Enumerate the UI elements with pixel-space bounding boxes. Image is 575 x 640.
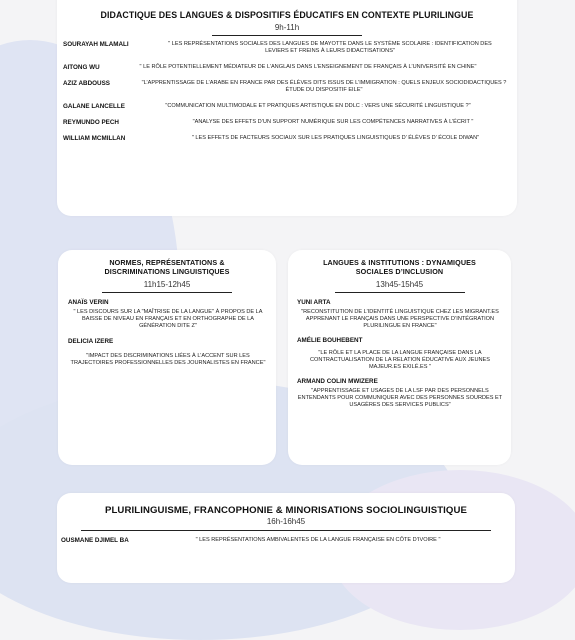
talk-item <box>63 135 513 142</box>
talk-title: "LE RÔLE ET LA PLACE DE LA LANGUE FRANÇAISE DANS LA CONTRACTUALISATION DE LA RELATION ÉDUCATIVE AUX JEUNES MAJEUR.ES EXILÉ.ES " <box>310 349 490 370</box>
speaker-name: AZIZ ABDOUSS <box>63 79 110 87</box>
talk-title: "COMMUNICATION MULTIMODALE ET PRATIQUES ARTISTIQUE EN DDLC : VERS UNE SÉCURITÉ LINGUISTIQUE ?" <box>165 102 471 109</box>
divider <box>212 35 362 36</box>
talk-title: " LES DISCOURS SUR LA "MAÎTRISE DE LA LANGUE" À PROPOS DE LA BAISSE DE NIVEAU EN FRANÇAIS ET EN ORTHOGRAPHE DE LA GÉNÉRATION DITE Z" <box>73 308 263 329</box>
speaker-name: ARMAND COLIN MWIZERE <box>297 377 378 385</box>
talk-title: " LE RÔLE POTENTIELLEMENT MÉDIATEUR DE L’ANGLAIS DANS L’ENSEIGNEMENT DE FRANÇAIS À L’UNIVERSITÉ EN CHINE" <box>139 63 477 70</box>
session-card <box>58 250 276 465</box>
divider <box>335 292 465 293</box>
session-title: PLURILINGUISME, FRANCOPHONIE & MINORISATIONS SOCIOLINGUISTIQUE <box>104 505 468 516</box>
session-time: 9h-11h <box>274 23 300 32</box>
talk-item <box>63 64 513 71</box>
talk-item <box>63 103 513 110</box>
speaker-name: ANAÏS VERIN <box>68 298 109 306</box>
session-time: 16h-16h45 <box>266 517 306 526</box>
session-card <box>288 250 511 465</box>
talk-title: " LES REPRÉSENTATIONS SOCIALES DES LANGUES DE MAYOTTE DANS LE SYSTÈME SCOLAIRE : IDENTIFICATION DES LEVIERS ET FREINS À LEURS DIDACTISATIONS" <box>168 41 492 54</box>
talk-item <box>288 299 511 330</box>
talk-title: "IMPACT DES DISCRIMINATIONS LIÉES À L’ACCENT SUR LES TRAJECTOIRES PROFESSIONNELLES DES JOURNALISTES EN FRANCE" <box>70 352 266 366</box>
session-title: LANGUES & INSTITUTIONS : DYNAMIQUES SOCIALES D’INCLUSION <box>323 258 476 277</box>
session-card <box>57 493 515 583</box>
talk-item <box>63 119 513 126</box>
divider <box>102 292 232 293</box>
talk-item <box>288 337 511 371</box>
speaker-name: GALANE LANCELLE <box>63 102 125 110</box>
session-title: DIDACTIQUE DES LANGUES & DISPOSITIFS ÉDUCATIFS EN CONTEXTE PLURILINGUE <box>100 10 474 20</box>
talk-title: "L’APPRENTISSAGE DE L’ARABE EN FRANCE PAR DES ÉLÈVES DITS ISSUS DE L’IMMIGRATION : QUELS ENJEUX SOCIODIDACTIQUES ? ÉTUDE DU DISPOSITIF EILE" <box>141 79 507 93</box>
speaker-name: SOURAYAH MLAMALI <box>63 41 129 48</box>
session-time: 11h15-12h45 <box>143 279 191 289</box>
speaker-name: OUSMANE DJIMEL BA <box>61 537 129 544</box>
talk-title: " LES REPRÉSENTATIONS AMBIVALENTES DE LA LANGUE FRANÇAISE EN CÔTE D’IVOIRE " <box>195 537 441 543</box>
speaker-name: YUNI ARTA <box>297 298 331 306</box>
talk-item <box>63 80 513 94</box>
speaker-name: WILLIAM MCMILLAN <box>63 134 126 142</box>
talk-item <box>63 41 513 55</box>
divider <box>81 530 491 531</box>
talk-title: "RECONSTITUTION DE L’IDENTITÉ LINGUISTIQUE CHEZ LES MIGRANT.ES APPRENANT LE FRANÇAIS DANS UNE PERSPECTIVE D’INTÉGRATION PLURILINGUE EN FRANCE" <box>301 308 499 329</box>
talk-title: "ANALYSE DES EFFETS D’UN SUPPORT NUMÉRIQUE SUR LES COMPÉTENCES NARRATIVES À L’ÉCRIT " <box>192 118 474 125</box>
talk-item <box>58 338 276 367</box>
speaker-name: AITONG WU <box>63 63 100 71</box>
talk-title: "APPRENTISSAGE ET USAGES DE LA LSF PAR DES PERSONNELS ENTENDANTS POUR COMMUNIQUER AVEC DES PERSONNES SOURDES ET USAGÈRES DES SERVICES PUBLICS" <box>297 387 503 408</box>
session-title: NORMES, REPRÉSENTATIONS & DISCRIMINATIONS LINGUISTIQUES <box>104 258 230 277</box>
talk-title: " LES EFFETS DE FACTEURS SOCIAUX SUR LES PRATIQUES LINGUISTIQUES D’ ÉLÈVES D’ ÉCOLE DIWAN" <box>191 134 480 141</box>
speaker-name: REYMUNDO PECH <box>63 118 119 126</box>
session-time: 13h45-15h45 <box>375 279 424 289</box>
session-card <box>57 0 517 216</box>
talk-item <box>58 299 276 330</box>
talk-item <box>57 537 515 544</box>
speaker-name: AMÉLIE BOUHEBENT <box>297 336 363 344</box>
talk-item <box>288 378 511 409</box>
speaker-name: DELICIA IZERE <box>68 337 114 345</box>
